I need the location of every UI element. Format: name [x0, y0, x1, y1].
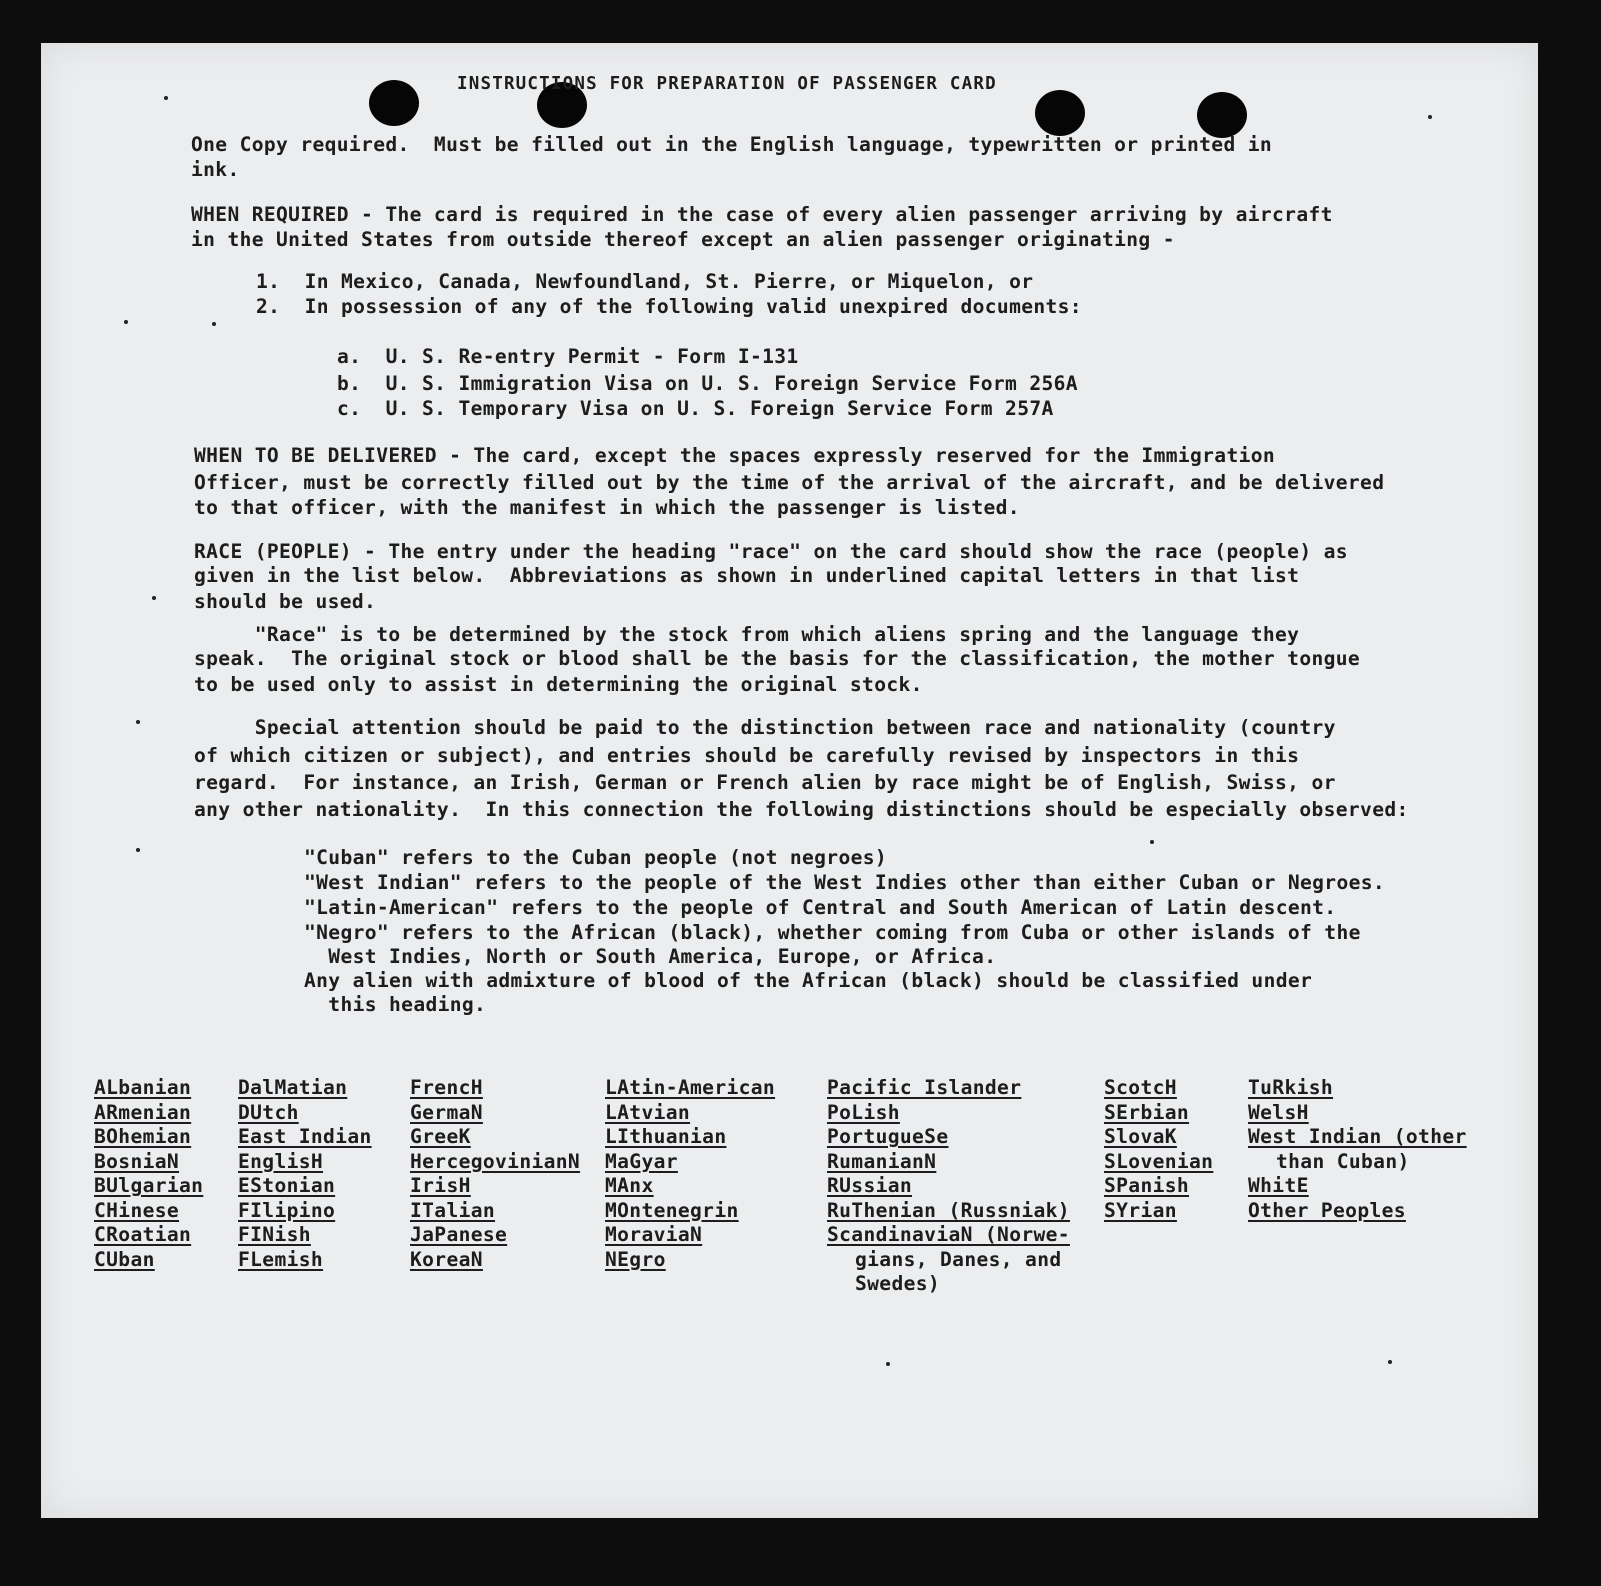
document-item: c. U. S. Temporary Visa on U. S. Foreign Service Form 257A	[337, 397, 1054, 420]
ink-speck	[152, 596, 156, 600]
race-stock-line: to be used only to assist in determining the original stock.	[194, 673, 923, 696]
distinction-line: "Latin-American" refers to the people of Central and South American of Latin descent.	[304, 896, 1337, 919]
race-list-item: Other Peoples	[1248, 1198, 1406, 1222]
race-list-item: JaPanese	[410, 1223, 508, 1246]
intro-line: ink.	[191, 158, 240, 181]
distinction-line: "West Indian" refers to the people of the West Indies other than either Cuban or Negroes.	[304, 871, 1386, 894]
race-list-item: KoreaN	[410, 1247, 483, 1271]
race-list-item: BUlgarian	[94, 1174, 204, 1197]
race-list-item: EnglisH	[238, 1149, 324, 1173]
race-list-item: ITalian	[410, 1198, 496, 1222]
race-list-item: BOhemian	[94, 1125, 192, 1148]
special-attention-line: of which citizen or subject), and entries should be carefully revised by inspectors in this	[194, 744, 1300, 767]
ink-speck	[164, 96, 168, 100]
race-list-item: gians, Danes, and	[855, 1247, 1062, 1271]
ink-speck	[1150, 840, 1154, 844]
race-list-item: DalMatian	[238, 1076, 348, 1099]
race-list-item: FLemish	[238, 1247, 324, 1271]
distinction-line: "Negro" refers to the African (black), whether coming from Cuba or other islands of the	[304, 921, 1361, 944]
ink-speck	[212, 322, 216, 326]
race-list-column	[605, 1076, 775, 1272]
special-attention-line: regard. For instance, an Irish, German or French alien by race might be of English, Swiss, or	[194, 771, 1336, 794]
ink-speck	[1428, 115, 1432, 119]
race-list-item: SLovenian	[1104, 1149, 1214, 1173]
distinction-line: West Indies, North or South America, Europe, or Africa.	[304, 945, 997, 968]
race-list-item: CUban	[94, 1247, 155, 1271]
race-list-item: than Cuban)	[1276, 1149, 1410, 1173]
race-list-item: DUtch	[238, 1100, 299, 1124]
when-delivered-line: to that officer, with the manifest in which the passenger is listed.	[194, 496, 1020, 519]
special-attention-line: any other nationality. In this connection the following distinctions should be especially observed:	[194, 798, 1409, 821]
ink-speck	[136, 720, 140, 724]
race-list-item: WelsH	[1248, 1100, 1309, 1124]
race-list-item: BosniaN	[94, 1149, 180, 1173]
race-list-item: LAtvian	[605, 1100, 691, 1124]
when-delivered-line: Officer, must be correctly filled out by the time of the arrival of the aircraft, and be delivered	[194, 471, 1385, 494]
race-list-item: LIthuanian	[605, 1125, 727, 1148]
race-people-line: RACE (PEOPLE) - The entry under the heading "race" on the card should show the race (people) as	[194, 540, 1348, 563]
intro-line: One Copy required. Must be filled out in the English language, typewritten or printed in	[191, 133, 1273, 156]
race-list-item: ScandinaviaN (Norwe-	[827, 1223, 1070, 1246]
race-stock-line: "Race" is to be determined by the stock from which aliens spring and the language they	[194, 623, 1300, 646]
race-list-item: RuThenian (Russniak)	[827, 1198, 1070, 1222]
race-list-item: CRoatian	[94, 1223, 192, 1246]
page-title: INSTRUCTIONS FOR PREPARATION OF PASSENGER CARD	[457, 74, 997, 94]
race-stock-line: speak. The original stock or blood shall be the basis for the classification, the mother tongue	[194, 647, 1361, 670]
special-attention-line: Special attention should be paid to the distinction between race and nationality (country	[194, 716, 1336, 739]
race-list-item: RumanianN	[827, 1149, 937, 1173]
race-list-column	[1104, 1076, 1213, 1223]
race-list-item: PoLish	[827, 1100, 900, 1124]
race-list-item: West Indian (other	[1248, 1125, 1467, 1148]
ink-speck	[1388, 1360, 1392, 1364]
punch-hole	[1035, 90, 1085, 136]
race-people-line: given in the list below. Abbreviations as shown in underlined capital letters in that list	[194, 564, 1300, 587]
race-list-item: WhitE	[1248, 1174, 1309, 1197]
race-list-item: FINish	[238, 1223, 311, 1246]
when-delivered-line: WHEN TO BE DELIVERED - The card, except the spaces expressly reserved for the Immigration	[194, 444, 1276, 467]
race-list-item: MOntenegrin	[605, 1198, 739, 1222]
when-required-line: WHEN REQUIRED - The card is required in the case of every alien passenger arriving by aircraft	[191, 203, 1333, 226]
race-list-item: CHinese	[94, 1198, 180, 1222]
ink-speck	[886, 1362, 890, 1366]
race-people-line: should be used.	[194, 590, 377, 613]
condition-item: 2. In possession of any of the following valid unexpired documents:	[256, 295, 1082, 318]
race-list-item: FrencH	[410, 1076, 483, 1099]
when-required-line: in the United States from outside thereof except an alien passenger originating -	[191, 228, 1175, 251]
race-list-item: TuRkish	[1248, 1076, 1334, 1099]
ink-speck	[136, 848, 140, 852]
race-list-item: HercegovinianN	[410, 1149, 581, 1173]
distinction-line: Any alien with admixture of blood of the African (black) should be classified under	[304, 969, 1313, 992]
race-list-column	[238, 1076, 372, 1272]
race-list-column	[94, 1076, 203, 1272]
race-list-item: IrisH	[410, 1174, 471, 1197]
race-list-item: East Indian	[238, 1125, 372, 1148]
race-list-item: MAnx	[605, 1174, 654, 1197]
race-list-item: RUssian	[827, 1174, 913, 1197]
race-list-item: SErbian	[1104, 1100, 1190, 1124]
race-list-item: ALbanian	[94, 1076, 192, 1099]
race-list-item: EStonian	[238, 1174, 336, 1197]
race-list-item: MoraviaN	[605, 1223, 703, 1246]
race-list-item: MaGyar	[605, 1149, 678, 1173]
race-list-item: Swedes)	[855, 1272, 941, 1295]
race-list-item: LAtin-American	[605, 1076, 776, 1099]
race-list-item: PortugueSe	[827, 1125, 949, 1148]
condition-item: 1. In Mexico, Canada, Newfoundland, St. Pierre, or Miquelon, or	[256, 270, 1034, 293]
race-list-column	[410, 1076, 580, 1272]
document-item: b. U. S. Immigration Visa on U. S. Foreign Service Form 256A	[337, 372, 1078, 395]
race-list-item: ARmenian	[94, 1100, 192, 1124]
race-list-item: SlovaK	[1104, 1125, 1177, 1148]
race-list-item: GermaN	[410, 1100, 483, 1124]
race-list-column	[1248, 1076, 1467, 1223]
race-list-column	[827, 1076, 1070, 1297]
race-list-item: FIlipino	[238, 1198, 336, 1222]
distinction-line: "Cuban" refers to the Cuban people (not negroes)	[304, 846, 888, 869]
ink-speck	[124, 320, 128, 324]
race-list-item: SYrian	[1104, 1198, 1177, 1222]
race-list-item: GreeK	[410, 1125, 471, 1148]
distinction-line: this heading.	[304, 993, 487, 1016]
race-list-item: SPanish	[1104, 1174, 1190, 1197]
punch-hole	[369, 80, 419, 126]
document-item: a. U. S. Re-entry Permit - Form I-131	[337, 345, 799, 368]
race-list-item: ScotcH	[1104, 1076, 1177, 1099]
race-list-item: Pacific Islander	[827, 1076, 1022, 1099]
race-list-item: NEgro	[605, 1247, 666, 1271]
